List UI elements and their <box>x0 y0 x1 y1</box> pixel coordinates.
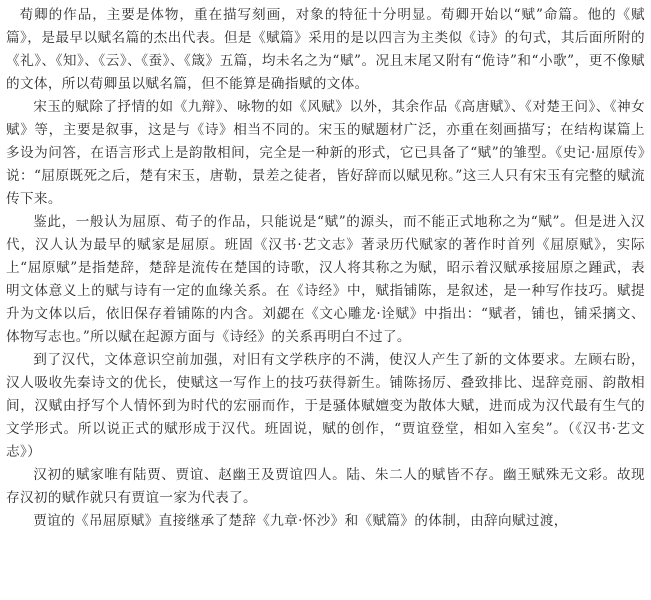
paragraph: 宋玉的赋除了抒情的如《九辩》、咏物的如《风赋》以外，其余作品《高唐赋》、《对楚王问》、《神女赋》等，主要是叙事，这是与《诗》相当不同的。宋玉的赋题材广泛，亦重在刻画描写；在结构谋篇上多设为问答，在语言形式上是韵散相间，完全是一种新的形式，它已具备了“赋”的雏型。《史记·屈原传》说：“屈原既死之后，楚有宋玉，唐勒，景差之徒者，皆好辞而以赋见称。”这三人只有宋玉有完整的赋流传下来。 <box>6 99 645 207</box>
paragraph: 荀卿的作品，主要是体物，重在描写刻画，对象的特征十分明显。荀卿开始以“赋”命篇。他的《赋篇》，是最早以赋名篇的杰出代表。但是《赋篇》采用的是以四言为主类似《诗》的句式，其后面所附的《礼》、《知》、《云》、《蚕》、《箴》五篇，均未名之为“赋”。况且末尾又附有“佹诗”和“小歌”，更不像赋的文体，所以荀卿虽以赋名篇，但不能算是确指赋的文体。 <box>6 7 645 92</box>
paragraph: 贾谊的《吊屈原赋》直接继承了楚辞《九章·怀沙》和《赋篇》的体制，由辞向赋过渡， <box>33 513 568 529</box>
paragraph: 鉴此，一般认为屈原、荀子的作品，只能说是“赋”的源头，而不能正式地称之为“赋”。但是进入汉代，汉人认为最早的赋家是屈原。班固《汉书·艺文志》著录历代赋家的著作时首列《屈原赋》，实际上“屈原赋”是指楚辞，楚辞是流传在楚国的诗歌，汉人将其称之为赋，昭示着汉赋承接屈原之踵武，表明文体意义上的赋与诗有一定的血缘关系。在《诗经》中，赋指铺陈，是叙述，是一种写作技巧。赋提升为文体以后，依旧保存着铺陈的内含。刘勰在《文心雕龙·诠赋》中指出：“赋者，铺也，铺采摛文、体物写志也。”所以赋在起源方面与《诗经》的关系再明白不过了。 <box>6 214 645 345</box>
paragraph: 汉初的赋家唯有陆贾、贾谊、赵幽王及贾谊四人。陆、朱二人的赋皆不存。幽王赋殊无文彩。故现存汉初的赋作就只有贾谊一家为代表了。 <box>6 467 645 506</box>
paragraph: 到了汉代，文体意识空前加强，对旧有文学秩序的不满，使汉人产生了新的文体要求。左顾右盼，汉人吸收先秦诗文的优长，使赋这一写作上的技巧获得新生。铺陈扬厉、叠致排比、逞辞竞丽、韵散相间，汉赋由抒写个人情怀到为时代的宏丽而作，于是骚体赋嬗变为散体大赋，进而成为汉代最有生气的文学形式。所以说正式的赋形成于汉代。班固说，赋的创作，“贾谊登堂，相如入室矣”。（《汉书·艺文志》） <box>6 352 645 460</box>
